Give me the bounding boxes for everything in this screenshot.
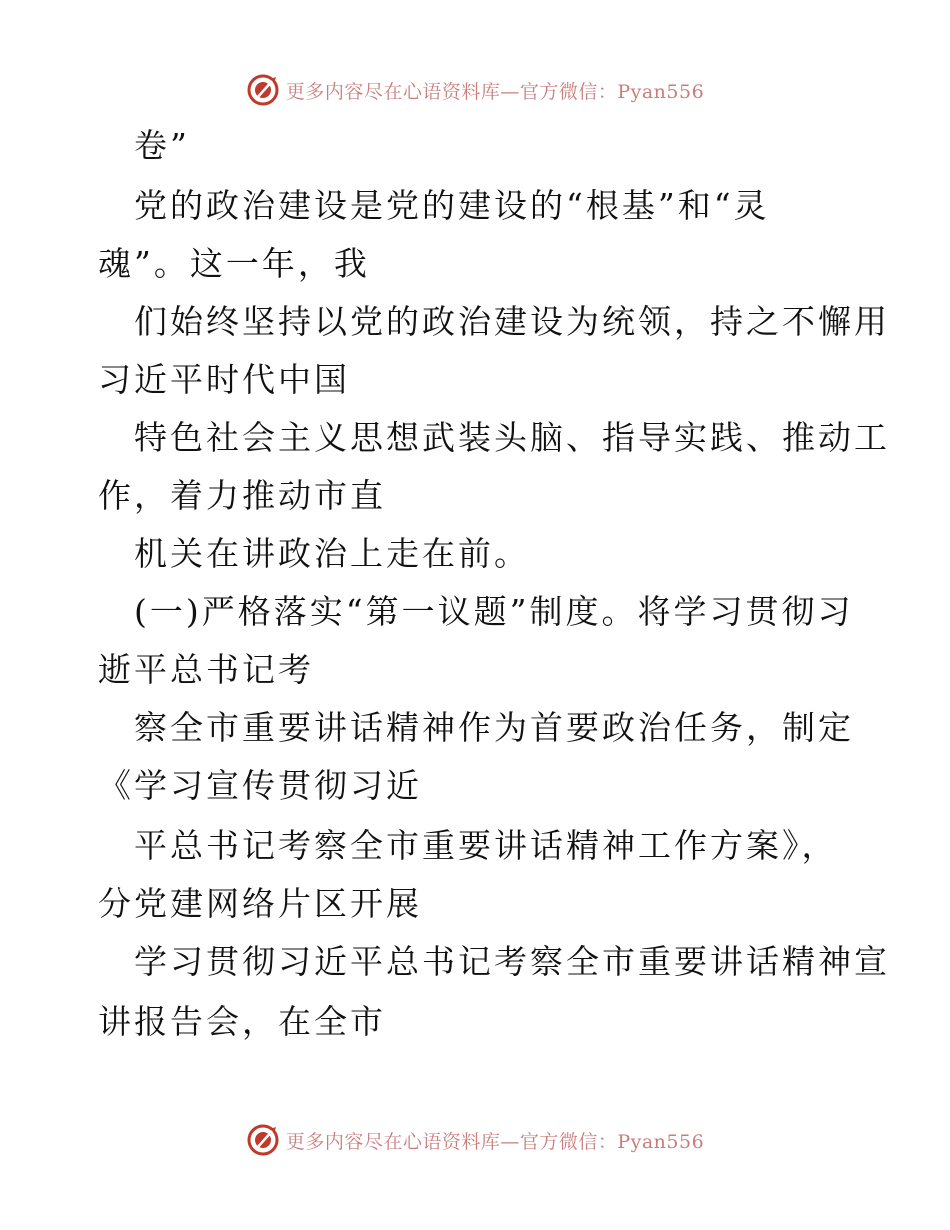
paragraph-line: 平总书记考察全市重要讲话精神工作方案》， bbox=[134, 826, 838, 865]
paragraph-line: 魂”。这一年，我 bbox=[98, 244, 370, 283]
pen-seal-icon bbox=[246, 73, 280, 107]
paragraph-line: 们始终坚持以党的政治建设为统领，持之不懈用 bbox=[134, 302, 890, 341]
header-watermark bbox=[0, 72, 950, 108]
paragraph-line: 察全市重要讲话精神作为首要政治任务，制定 bbox=[134, 708, 854, 747]
paragraph-line: 逝平总书记考 bbox=[98, 650, 314, 689]
paragraph-line: 《学习宣传贯彻习近 bbox=[98, 766, 422, 805]
paragraph-line: 机关在讲政治上走在前。 bbox=[134, 534, 530, 573]
paragraph-line: 分党建网络片区开展 bbox=[98, 884, 422, 923]
paragraph-line: 卷” bbox=[134, 126, 190, 165]
paragraph-line: 党的政治建设是党的建设的“根基”和“灵 bbox=[134, 186, 770, 225]
paragraph-line: 特色社会主义思想武装头脑、指导实践、推动工 bbox=[134, 418, 890, 457]
pen-seal-icon bbox=[246, 1123, 280, 1157]
paragraph-line: (一)严格落实“第一议题”制度。将学习贯彻习 bbox=[134, 592, 854, 631]
watermark-text: 更多内容尽在心语资料库—官方微信：Pyan556 bbox=[285, 80, 705, 103]
paragraph-line: 讲报告会，在全市 bbox=[98, 1002, 386, 1041]
footer-watermark bbox=[0, 1122, 950, 1158]
paragraph-line: 作，着力推动市直 bbox=[98, 476, 386, 515]
paragraph-line: 学习贯彻习近平总书记考察全市重要讲话精神宣 bbox=[134, 942, 890, 981]
paragraph-line: 习近平时代中国 bbox=[98, 360, 350, 399]
watermark-text: 更多内容尽在心语资料库—官方微信：Pyan556 bbox=[285, 1130, 705, 1153]
